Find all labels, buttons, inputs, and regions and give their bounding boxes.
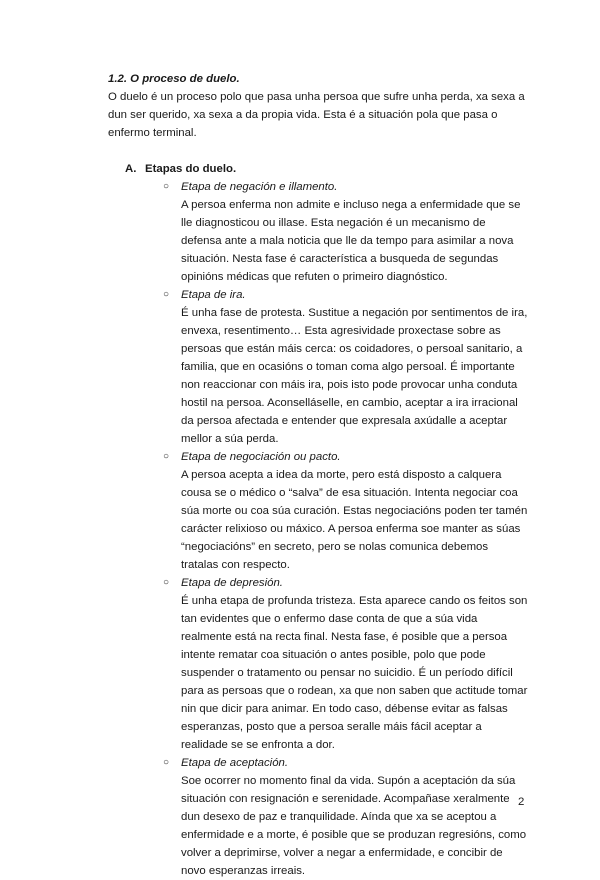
circle-bullet-icon: ○ (163, 451, 170, 462)
stage-description: É unha etapa de profunda tristeza. Esta aparece cando os feitos son tan evidentes que o enfermo dase conta de que a súa vida realmente está na recta final. Nesta fase, é posible que a persoa intente rematar coa situación o antes posible, polo que pode suspender o tratamento ou pensar no suicidio. É un período difícil para as persoas que o rodean, xa que non saben que actitude tomar nin que dicir para animar. En todo caso, débense evitar as falsas esperanzas, posto que a persoa seralle máis fácil aceptar a realidade se se enfronta a dor. (181, 595, 528, 751)
stage-description: É unha fase de protesta. Sustitue a negación por sentimentos de ira, envexa, resentimento… Esta agresividade proxectase sobre as persoas que están máis cerca: os coidadores, o persoal sanitario, a familia, que en ocasións o toman coma algo persoal. É importante non reaccionar con máis ira, pois isto pode provocar unha conduta hostil na persoa. Aconselláselle, en cambio, aceptar a ira irracional da persoa afectada e entender que expresala axúdalle a aceptar mellor a súa perda. (181, 307, 528, 445)
stage-title: Etapa de negación e illamento. (181, 181, 338, 193)
circle-bullet-icon: ○ (163, 181, 170, 192)
stages-list (108, 178, 528, 880)
stage-description: A persoa acepta a idea da morte, pero está disposto a calquera cousa se o médico o “salva” de esa situación. Intenta negociar coa súa morte ou coa súa curación. Estas negociacións poden ter tamén carácter relixioso ou máxico. A persoa enferma soe manter as súas “negociacións” en secreto, pero se nolas comunica debemos tratalas con respecto. (181, 469, 528, 571)
subsection-letter: A. (125, 163, 137, 175)
stage-title: Etapa de ira. (181, 289, 246, 301)
list-item-stage-depression (108, 574, 528, 754)
stage-description: Soe ocorrer no momento final da vida. Supón a aceptación da súa situación con resignación e serenidade. Acompañase xeralmente dun desexo de paz e tranquilidade. Aínda que xa se aceptou a enfermidade e a morte, é posible que se produzan regresións, como volver a deprimirse, volver a negar a enfermidade, e concibir de novo esperanzas irreais. (181, 775, 527, 877)
subsection-heading (108, 160, 528, 178)
stage-title: Etapa de aceptación. (181, 757, 289, 769)
circle-bullet-icon: ○ (163, 577, 170, 588)
list-item-stage-acceptance (108, 754, 528, 880)
stage-title: Etapa de negociación ou pacto. (181, 451, 341, 463)
page-content (108, 70, 528, 880)
section-heading: 1.2. O proceso de duelo. (108, 73, 240, 85)
circle-bullet-icon: ○ (163, 289, 170, 300)
section-intro-paragraph: O duelo é un proceso polo que pasa unha persoa que sufre unha perda, xa sexa a dun ser querido, xa sexa a da propia vida. Esta é a situación pola que pasa o enfermo terminal. (108, 91, 525, 139)
list-item-stage-anger (108, 286, 528, 448)
stage-description: A persoa enferma non admite e incluso nega a enfermidade que se lle diagnosticou ou illase. Esta negación é un mecanismo de defensa ante a mala noticia que lle da tempo para asimilar a nova situación. Nesta fase é característica a busqueda de segundas opinións médicas que refuten o primeiro diagnóstico. (181, 199, 521, 283)
stage-title: Etapa de depresión. (181, 577, 283, 589)
page-number: 2 (518, 796, 525, 808)
list-item-stage-denial (108, 178, 528, 286)
circle-bullet-icon: ○ (163, 757, 170, 768)
subsection-title: Etapas do duelo. (145, 163, 237, 175)
list-item-stage-bargaining (108, 448, 528, 574)
